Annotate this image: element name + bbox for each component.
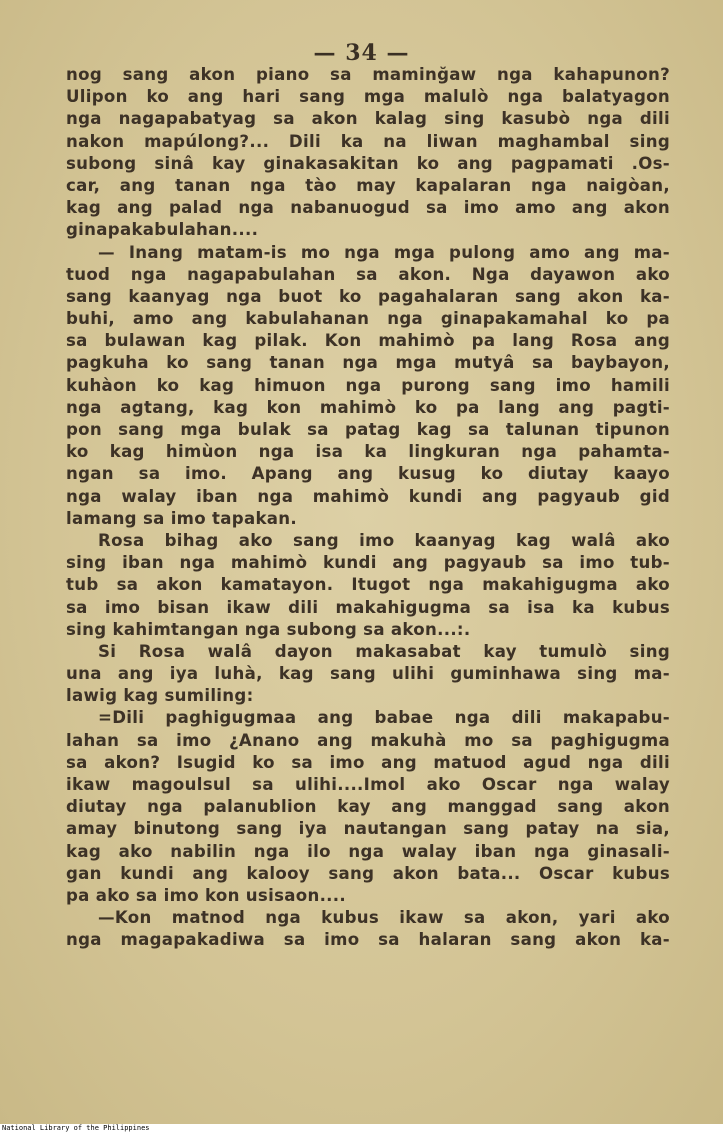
text-line: nga magapakadiwa sa imo sa halaran sang akon ka- xyxy=(66,930,670,950)
text-line: nga walay iban nga mahimò kundi ang pagyaub gid xyxy=(66,486,670,506)
text-line: lahan sa imo ¿Anano ang makuhà mo sa paghigugma xyxy=(66,730,670,750)
text-line: tub sa akon kamatayon. Itugot nga makahigugma ako xyxy=(66,575,670,595)
text-line: gan kundi ang kalooy sang akon bata... Oscar kubus xyxy=(66,863,670,883)
text-line: — Inang matam-is mo nga mga pulong amo ang ma- xyxy=(98,242,670,262)
text-line: sing kahimtangan nga subong sa akon...:. xyxy=(66,619,471,639)
text-line: kag ang palad nga nabanuogud sa imo amo ang akon xyxy=(66,198,670,218)
text-line: subong sinâ kay ginakasakitan ko ang pagpamati .Os- xyxy=(66,153,670,173)
footer-bar xyxy=(0,1124,723,1133)
text-line: diutay nga palanublion kay ang manggad sang akon xyxy=(66,797,670,817)
text-line: lamang sa imo tapakan. xyxy=(66,508,298,528)
text-line: lawig kag sumiling: xyxy=(66,686,254,706)
text-line: sa akon? Isugid ko sa imo ang matuod agud nga dili xyxy=(66,752,670,772)
text-line: sing iban nga mahimò kundi ang pagyaub sa imo tub- xyxy=(66,553,670,573)
text-line: pon sang mga bulak sa patag kag sa talunan tipunon xyxy=(66,420,670,439)
text-line: Rosa bihag ako sang imo kaanyag kag walâ ako xyxy=(98,530,670,550)
text-line: sa imo bisan ikaw dili makahigugma sa isa ka kubus xyxy=(66,597,670,617)
text-line: nga nagapabatyag sa akon kalag sing kasubò nga dili xyxy=(66,109,670,129)
text-line: pa ako sa imo kon usisaon.... xyxy=(66,885,346,905)
text-line: ngan sa imo. Apang ang kusug ko diutay kaayo xyxy=(66,464,670,484)
text-line: ginapakabulahan.... xyxy=(66,220,259,240)
footer-credit: National Library of the Philippines xyxy=(2,1124,150,1132)
text-line: Ulipon ko ang hari sang mga malulò nga balatyagon xyxy=(66,87,670,107)
text-line: nakon mapúlong?... Dili ka na liwan maghambal sing xyxy=(66,131,670,151)
text-line: car, ang tanan nga tào may kapalaran nga naigòan, xyxy=(66,175,670,195)
text-line: nga agtang, kag kon mahimò ko pa lang ang pagti- xyxy=(66,397,670,417)
text-line: kuhàon ko kag himuon nga purong sang imo hamili xyxy=(66,375,670,395)
text-line: tuod nga nagapabulahan sa akon. Nga dayawon ako xyxy=(66,264,670,284)
text-line: ko kag himùon nga isa ka lingkuran nga pahamta- xyxy=(66,442,670,462)
text-line: pagkuha ko sang tanan nga mga mutyâ sa baybayon, xyxy=(66,353,670,373)
text-line: =Dili paghigugmaa ang babae nga dili makapabu- xyxy=(98,708,670,728)
text-line: sa bulawan kag pilak. Kon mahimò pa lang Rosa ang xyxy=(66,331,670,351)
text-line: nog sang akon piano sa maminğaw nga kahapunon? xyxy=(66,65,670,84)
page-number: — 34 — xyxy=(313,40,410,66)
text-line: amay binutong sang iya nautangan sang patay na sia, xyxy=(66,819,670,839)
text-line: —Kon matnod nga kubus ikaw sa akon, yari ako xyxy=(98,908,670,928)
text-line: kag ako nabilin nga ilo nga walay iban nga ginasali- xyxy=(66,841,670,861)
text-line: sang kaanyag nga buot ko pagahalaran sang akon ka- xyxy=(66,286,670,306)
text-line: ikaw magoulsul sa ulihi....Imol ako Oscar nga walay xyxy=(66,775,670,794)
body-text xyxy=(66,64,670,952)
text-line: una ang iya luhà, kag sang ulihi guminhawa sing ma- xyxy=(66,664,670,684)
text-line: buhi, amo ang kabulahanan nga ginapakamahal ko pa xyxy=(66,309,670,329)
text-line: Si Rosa walâ dayon makasabat kay tumulò sing xyxy=(98,641,670,661)
